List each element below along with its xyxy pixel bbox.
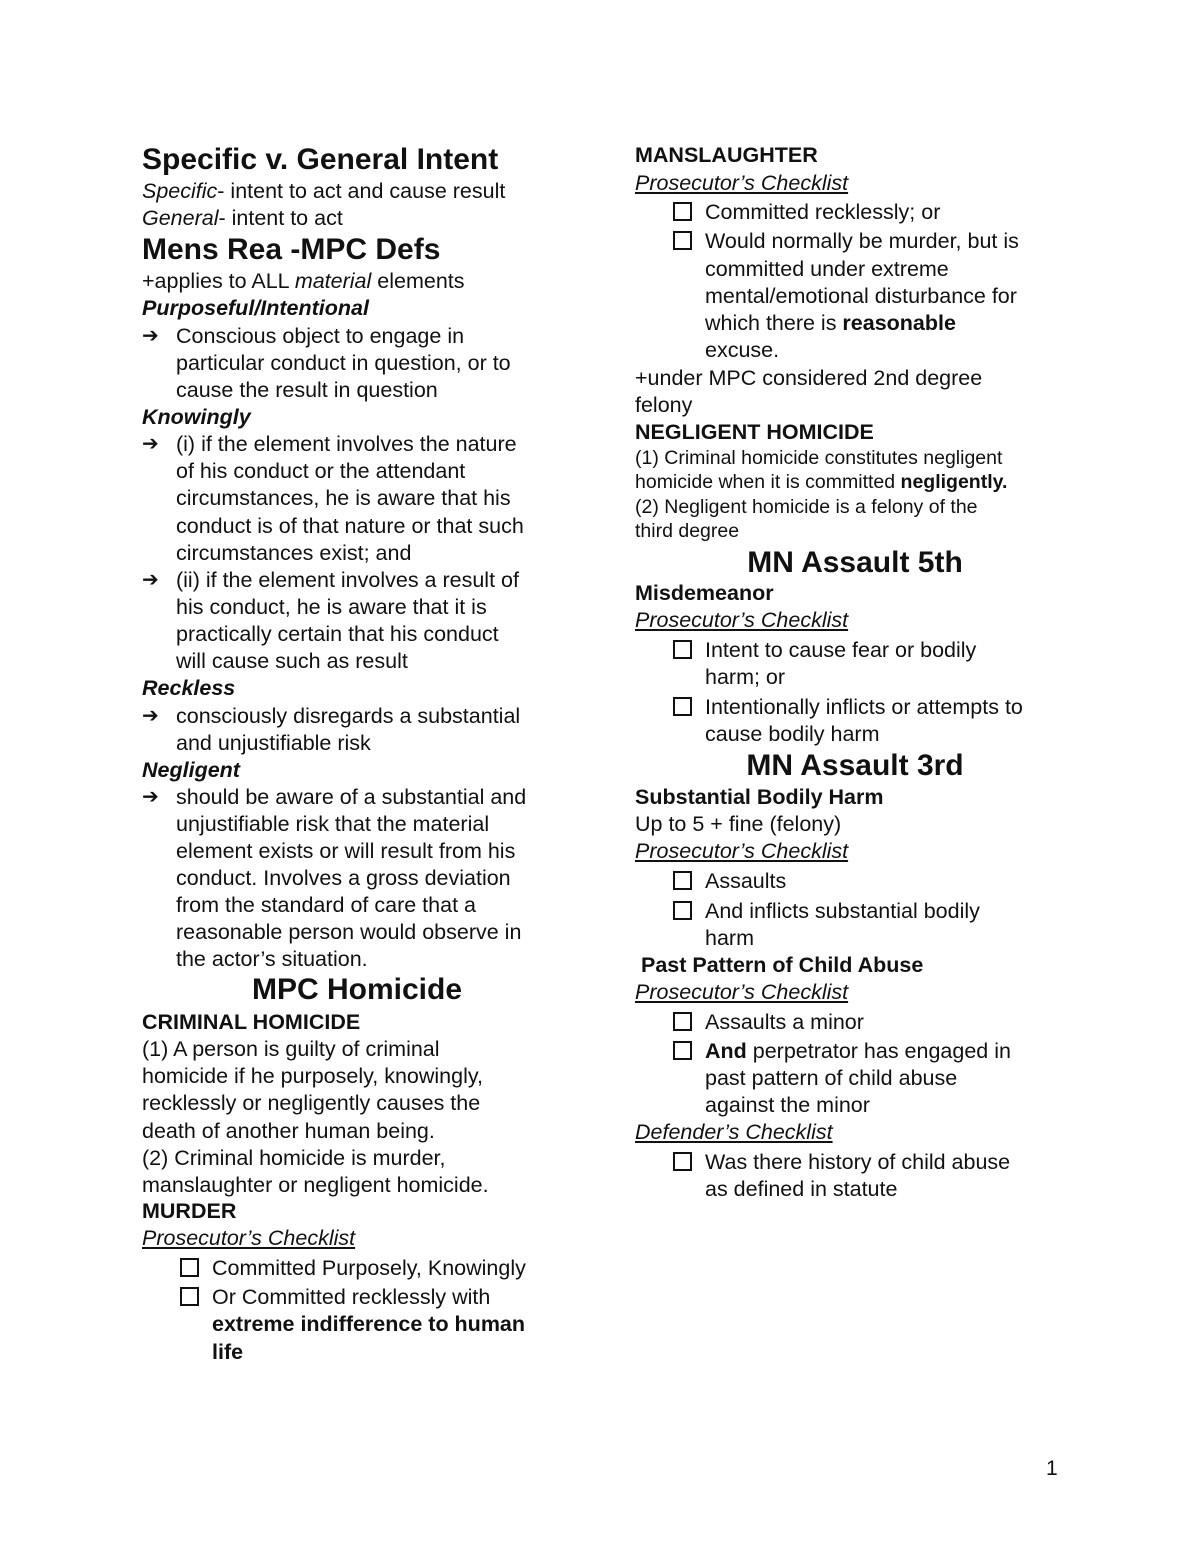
checklist-item: excuse. [705, 338, 780, 362]
checklist-item: Committed Purposely, Knowingly [212, 1256, 526, 1280]
heading-mens-rea: Mens Rea -MPC Defs [142, 233, 441, 266]
knowingly-ii-line: practically certain that his conduct [176, 622, 499, 646]
arrow-icon: ➔ [142, 569, 159, 591]
negligent-line: conduct. Involves a gross deviation [176, 866, 511, 890]
checklist-item: Or Committed recklessly with [212, 1285, 491, 1309]
checklist-item: as defined in statute [705, 1177, 898, 1201]
subheading-manslaughter: MANSLAUGHTER [635, 143, 818, 167]
checklist-item: committed under extreme [705, 257, 949, 281]
heading-mn-assault-3rd: MN Assault 3rd [746, 749, 964, 782]
negligent-line: should be aware of a substantial and [176, 785, 527, 809]
subheading-negligent-homicide: NEGLIGENT HOMICIDE [635, 420, 874, 444]
subheading-negligent: Negligent [142, 758, 240, 782]
knowingly-ii-line: (ii) if the element involves a result of [176, 568, 519, 592]
subheading-knowingly: Knowingly [142, 405, 251, 429]
criminal-homicide-line: (1) A person is guilty of criminal [142, 1037, 440, 1061]
negligent-line: the actor’s situation. [176, 947, 368, 971]
checklist-item: Assaults a minor [705, 1010, 864, 1034]
negligent-homicide-line: homicide when it is committed negligently. [635, 471, 1008, 493]
subheading-substantial-bodily-harm: Substantial Bodily Harm [635, 785, 884, 809]
checkbox-icon [673, 1012, 692, 1031]
penalty-text: Up to 5 + fine (felony) [635, 812, 842, 836]
checklist-item: And perpetrator has engaged in [705, 1039, 1011, 1063]
criminal-homicide-line: homicide if he purposely, knowingly, [142, 1064, 483, 1088]
reckless-line: and unjustifiable risk [176, 731, 371, 755]
negligent-line: unjustifiable risk that the material [176, 812, 490, 836]
checkbox-icon [673, 871, 692, 890]
checklist-item: Intent to cause fear or bodily [705, 638, 977, 662]
checklist-item: cause bodily harm [705, 722, 880, 746]
checklist-item: past pattern of child abuse [705, 1066, 958, 1090]
knowingly-i-line: conduct is of that nature or that such [176, 514, 524, 538]
prosecutor-checklist-label: Prosecutor’s Checklist [635, 839, 849, 863]
checkbox-icon [673, 231, 692, 250]
knowingly-i-line: of his conduct or the attendant [176, 459, 466, 483]
subheading-misdemeanor: Misdemeanor [635, 581, 774, 605]
subheading-murder: MURDER [142, 1199, 237, 1223]
checklist-item: harm; or [705, 665, 786, 689]
checklist-item: against the minor [705, 1093, 870, 1117]
checklist-item-bold: extreme indifference to human [212, 1312, 526, 1336]
checklist-item: which there is reasonable [705, 311, 956, 335]
checkbox-icon [673, 202, 692, 221]
mpc-note: +under MPC considered 2nd degree [635, 366, 983, 390]
checkbox-icon [673, 901, 692, 920]
checklist-item: mental/emotional disturbance for [705, 284, 1017, 308]
arrow-icon: ➔ [142, 433, 159, 455]
checkbox-icon [673, 1041, 692, 1060]
prosecutor-checklist-label: Prosecutor’s Checklist [142, 1226, 356, 1250]
purposeful-line: cause the result in question [176, 378, 438, 402]
arrow-icon: ➔ [142, 705, 159, 727]
general-definition: General- intent to act [142, 206, 343, 230]
checklist-item: Would normally be murder, but is [705, 229, 1019, 253]
negligent-line: reasonable person would observe in [176, 920, 522, 944]
checklist-item-bold: life [212, 1340, 244, 1364]
prosecutor-checklist-label: Prosecutor’s Checklist [635, 980, 849, 1004]
heading-mpc-homicide: MPC Homicide [251, 973, 463, 1006]
prosecutor-checklist-label: Prosecutor’s Checklist [635, 608, 849, 632]
checkbox-icon [673, 1152, 692, 1171]
reckless-line: consciously disregards a substantial [176, 704, 521, 728]
mpc-note: felony [635, 393, 693, 417]
heading-specific-general-intent: Specific v. General Intent [142, 143, 499, 176]
subheading-criminal-homicide: CRIMINAL HOMICIDE [142, 1010, 361, 1034]
criminal-homicide-line: (2) Criminal homicide is murder, [142, 1146, 446, 1170]
prosecutor-checklist-label: Prosecutor’s Checklist [635, 171, 849, 195]
negligent-homicide-line: third degree [635, 520, 740, 542]
checkbox-icon [673, 640, 692, 659]
knowingly-i-line: circumstances exist; and [176, 541, 412, 565]
negligent-line: element exists or will result from his [176, 839, 516, 863]
negligent-homicide-line: (2) Negligent homicide is a felony of the [635, 496, 978, 518]
arrow-icon: ➔ [142, 325, 159, 347]
applies-note: +applies to ALL material elements [142, 269, 465, 293]
page-number: 1 [1046, 1457, 1058, 1480]
checklist-item: Was there history of child abuse [705, 1150, 1011, 1174]
negligent-homicide-line: (1) Criminal homicide constitutes negligent [635, 447, 1003, 469]
criminal-homicide-line: death of another human being. [142, 1119, 435, 1143]
arrow-icon: ➔ [142, 786, 159, 808]
checkbox-icon [180, 1287, 199, 1306]
subheading-past-pattern: Past Pattern of Child Abuse [635, 953, 924, 977]
checklist-item: And inflicts substantial bodily [705, 899, 980, 923]
checklist-item: Committed recklessly; or [705, 200, 941, 224]
subheading-reckless: Reckless [142, 676, 236, 700]
knowingly-ii-line: will cause such as result [176, 649, 408, 673]
knowingly-i-line: circumstances, he is aware that his [176, 486, 511, 510]
checklist-item: Intentionally inflicts or attempts to [705, 695, 1023, 719]
defender-checklist-label: Defender’s Checklist [635, 1120, 833, 1144]
criminal-homicide-line: recklessly or negligently causes the [142, 1091, 481, 1115]
heading-mn-assault-5th: MN Assault 5th [747, 546, 963, 579]
purposeful-line: Conscious object to engage in [176, 324, 465, 348]
purposeful-line: particular conduct in question, or to [176, 351, 511, 375]
checklist-item: harm [705, 926, 754, 950]
criminal-homicide-line: manslaughter or negligent homicide. [142, 1173, 489, 1197]
knowingly-ii-line: his conduct, he is aware that it is [176, 595, 487, 619]
subheading-purposeful: Purposeful/Intentional [142, 296, 369, 320]
negligent-line: from the standard of care that a [176, 893, 476, 917]
knowingly-i-line: (i) if the element involves the nature [176, 432, 517, 456]
specific-definition: Specific- intent to act and cause result [142, 179, 506, 203]
checkbox-icon [180, 1258, 199, 1277]
checkbox-icon [673, 697, 692, 716]
checklist-item: Assaults [705, 869, 787, 893]
